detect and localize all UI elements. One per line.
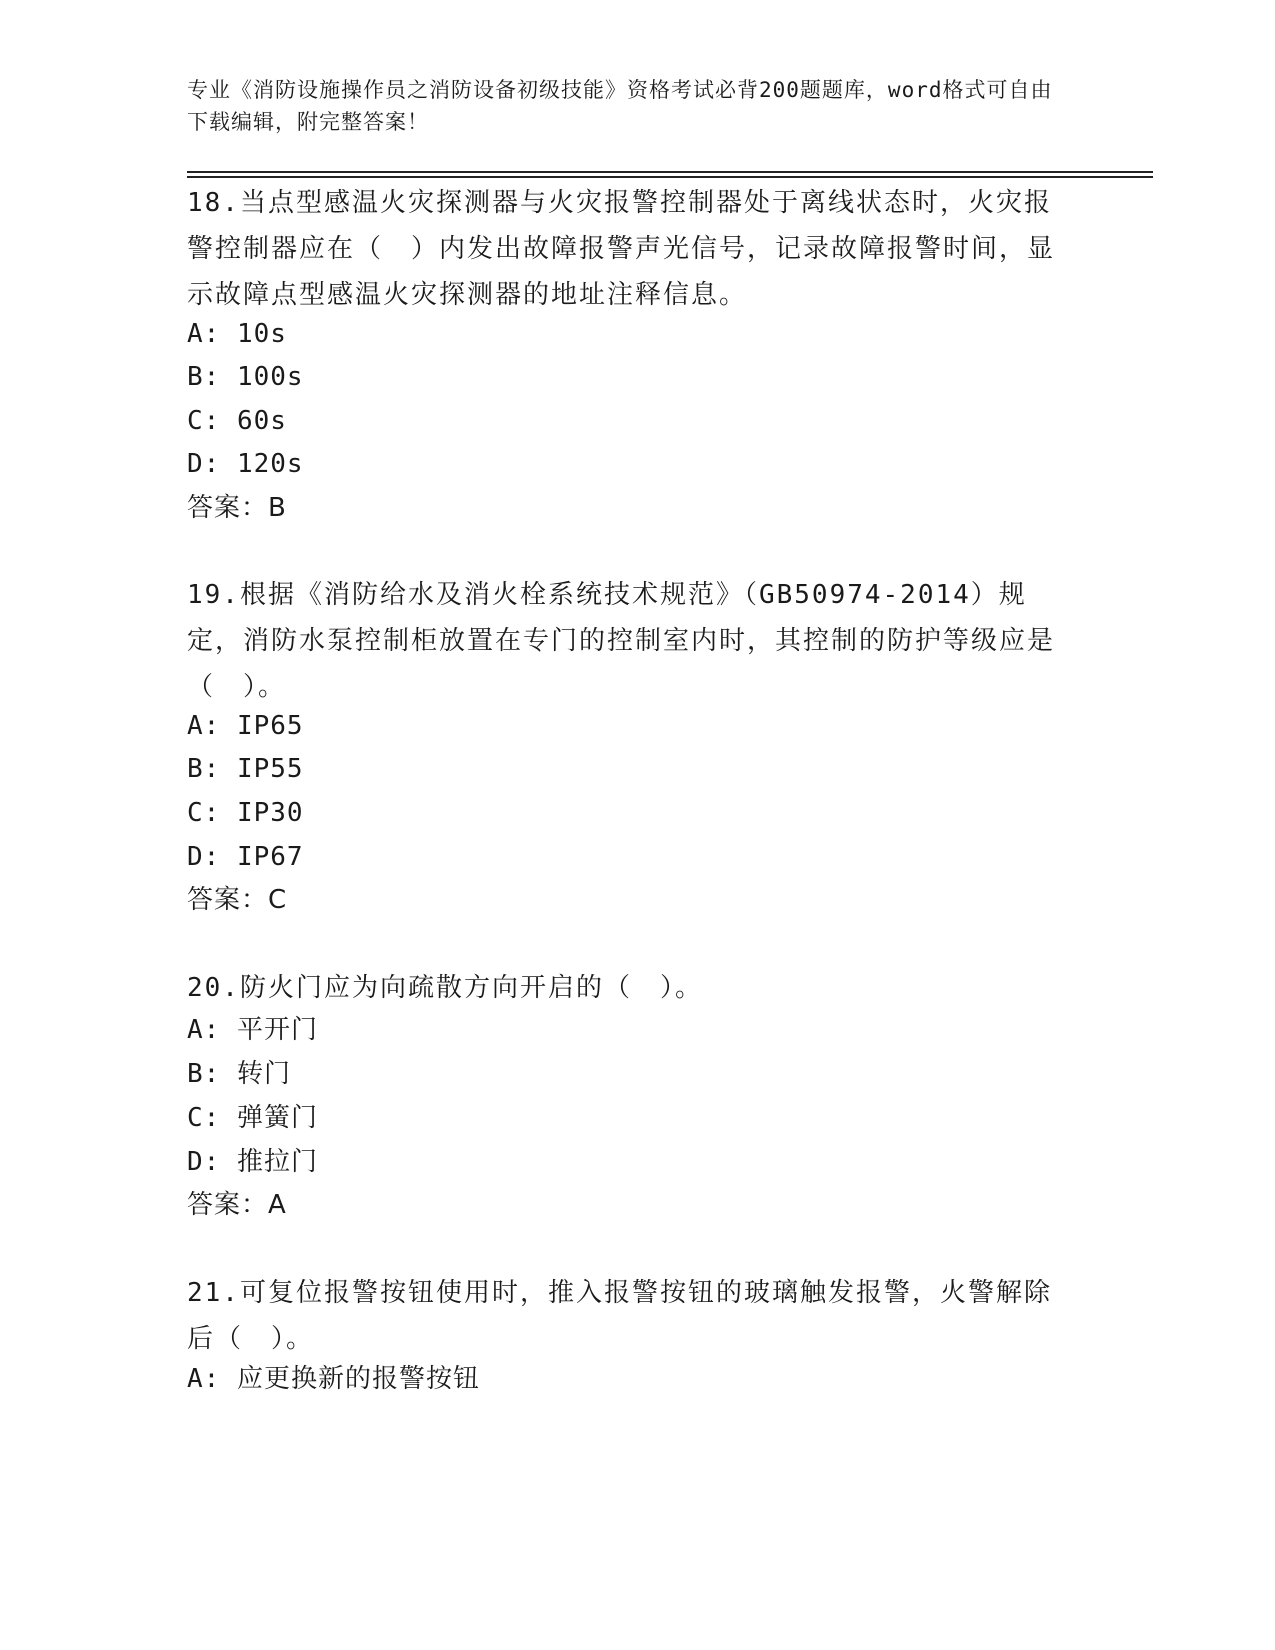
question-18-option-c: C: 60s (187, 406, 287, 436)
question-18-option-d: D: 120s (187, 449, 304, 479)
question-18-text: 18.当点型感温火灾探测器与火灾报警控制器处于离线状态时，火灾报警控制器应在（ ）内发出故障报警声光信号，记录故障报警时间，显示故障点型感温火灾探测器的地址注释信息。 (187, 188, 1056, 310)
question-20-option-d: D: 推拉门 (187, 1147, 318, 1177)
header-divider-secondary (187, 176, 1153, 178)
question-19-option-c: C: IP30 (187, 798, 304, 828)
question-19-answer: 答案：C (187, 885, 288, 915)
question-20-answer: 答案：A (187, 1190, 287, 1220)
question-20-option-b: B: 转门 (187, 1059, 291, 1089)
question-19-option-b: B: IP55 (187, 754, 304, 784)
question-20-text: 20.防火门应为向疏散方向开启的（ ）。 (187, 973, 703, 1003)
question-19-option-a: A: IP65 (187, 711, 304, 741)
question-21-text: 21.可复位报警按钮使用时，推入报警按钮的玻璃触发报警，火警解除后（ ）。 (187, 1278, 1052, 1354)
question-18-answer: 答案：B (187, 493, 287, 523)
question-20-option-c: C: 弹簧门 (187, 1103, 318, 1133)
question-19-text: 19.根据《消防给水及消火栓系统技术规范》（GB50974-2014）规定，消防水泵控制柜放置在专门的控制室内时，其控制的防护等级应是（ ）。 (187, 580, 1056, 702)
question-20-option-a: A: 平开门 (187, 1015, 318, 1045)
document-header: 专业《消防设施操作员之消防设备初级技能》资格考试必背200题题库，word格式可自由下载编辑，附完整答案！ (187, 78, 1053, 134)
question-18-option-b: B: 100s (187, 362, 304, 392)
question-21-option-a: A: 应更换新的报警按钮 (187, 1364, 480, 1394)
question-19-option-d: D: IP67 (187, 842, 304, 872)
header-divider (187, 171, 1153, 173)
question-18-option-a: A: 10s (187, 319, 287, 349)
